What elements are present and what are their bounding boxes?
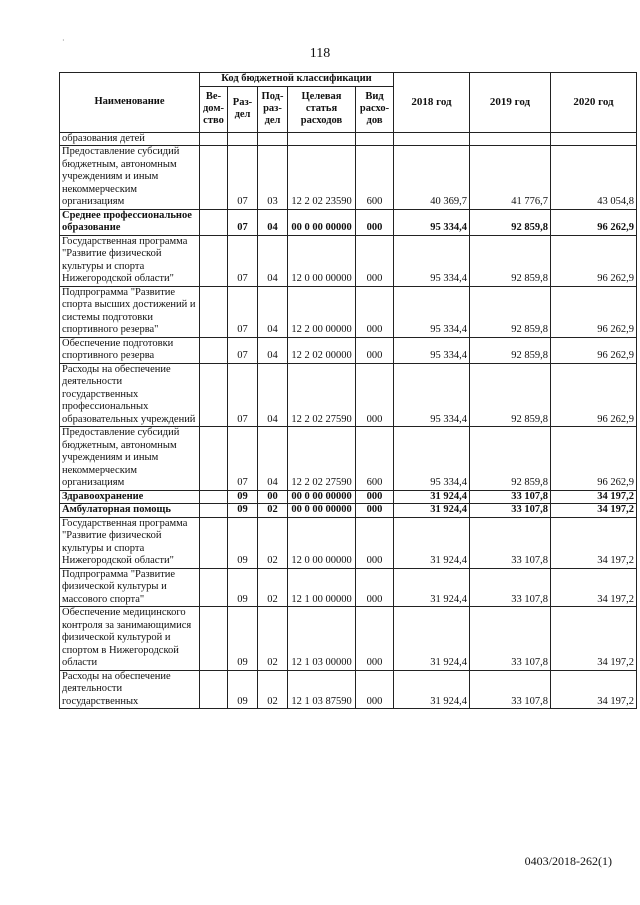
row-value-2020: 34 197,2 bbox=[551, 504, 637, 518]
row-value-2018: 40 369,7 bbox=[394, 146, 470, 210]
row-value-2018: 95 334,4 bbox=[394, 363, 470, 427]
row-razdel: 09 bbox=[228, 607, 258, 671]
row-value-2020: 34 197,2 bbox=[551, 517, 637, 568]
row-razdel: 09 bbox=[228, 568, 258, 607]
row-expense-type: 000 bbox=[356, 517, 394, 568]
row-value-2019: 92 859,8 bbox=[470, 337, 551, 363]
row-expense-type: 000 bbox=[356, 337, 394, 363]
row-vedomstvo bbox=[200, 235, 228, 286]
header-2018: 2018 год bbox=[394, 73, 470, 133]
row-vedomstvo bbox=[200, 517, 228, 568]
row-value-2018: 31 924,4 bbox=[394, 568, 470, 607]
row-podrazdel: 04 bbox=[258, 337, 288, 363]
row-podrazdel: 04 bbox=[258, 235, 288, 286]
table-row bbox=[60, 607, 637, 671]
table-row bbox=[60, 568, 637, 607]
header-expense-type: Вид расхо-дов bbox=[356, 86, 394, 132]
row-podrazdel: 02 bbox=[258, 504, 288, 518]
row-expense-type: 000 bbox=[356, 490, 394, 504]
row-value-2019: 92 859,8 bbox=[470, 427, 551, 491]
row-value-2019: 92 859,8 bbox=[470, 209, 551, 235]
row-target-article: 00 0 00 00000 bbox=[288, 209, 356, 235]
row-razdel: 07 bbox=[228, 146, 258, 210]
row-razdel: 09 bbox=[228, 504, 258, 518]
row-value-2018: 31 924,4 bbox=[394, 504, 470, 518]
row-vedomstvo bbox=[200, 670, 228, 709]
row-vedomstvo bbox=[200, 363, 228, 427]
row-value-2018: 95 334,4 bbox=[394, 209, 470, 235]
row-target-article: 12 1 03 00000 bbox=[288, 607, 356, 671]
row-value-2019: 33 107,8 bbox=[470, 670, 551, 709]
row-name: Подпрограмма "Развитие физической культуры и массового спорта" bbox=[60, 568, 200, 607]
row-target-article bbox=[288, 132, 356, 146]
row-target-article: 12 2 00 00000 bbox=[288, 286, 356, 337]
row-vedomstvo bbox=[200, 568, 228, 607]
table-row bbox=[60, 517, 637, 568]
row-value-2019: 92 859,8 bbox=[470, 235, 551, 286]
row-value-2020 bbox=[551, 132, 637, 146]
row-target-article: 00 0 00 00000 bbox=[288, 504, 356, 518]
row-value-2020: 43 054,8 bbox=[551, 146, 637, 210]
scan-mark: · bbox=[62, 36, 65, 45]
row-value-2018: 31 924,4 bbox=[394, 670, 470, 709]
row-podrazdel: 02 bbox=[258, 517, 288, 568]
row-value-2019: 33 107,8 bbox=[470, 607, 551, 671]
table-body bbox=[60, 132, 637, 709]
row-value-2018 bbox=[394, 132, 470, 146]
row-name: Расходы на обеспечение деятельности государственных bbox=[60, 670, 200, 709]
row-target-article: 12 1 00 00000 bbox=[288, 568, 356, 607]
row-value-2018: 31 924,4 bbox=[394, 517, 470, 568]
row-value-2020: 34 197,2 bbox=[551, 490, 637, 504]
header-2020: 2020 год bbox=[551, 73, 637, 133]
row-name: Обеспечение подготовки спортивного резерва bbox=[60, 337, 200, 363]
header-vedomstvo: Ве-дом-ство bbox=[200, 86, 228, 132]
row-name: Предоставление субсидий бюджетным, автономным учреждениям и иным некоммерческим организациям bbox=[60, 427, 200, 491]
table-row bbox=[60, 337, 637, 363]
row-value-2020: 96 262,9 bbox=[551, 427, 637, 491]
header-target-article: Целевая статья расходов bbox=[288, 86, 356, 132]
row-podrazdel: 02 bbox=[258, 568, 288, 607]
row-value-2018: 95 334,4 bbox=[394, 427, 470, 491]
row-value-2019: 92 859,8 bbox=[470, 286, 551, 337]
row-vedomstvo bbox=[200, 209, 228, 235]
row-value-2020: 96 262,9 bbox=[551, 337, 637, 363]
table-row bbox=[60, 146, 637, 210]
row-expense-type: 000 bbox=[356, 286, 394, 337]
row-value-2020: 96 262,9 bbox=[551, 286, 637, 337]
row-podrazdel: 00 bbox=[258, 490, 288, 504]
row-value-2019: 33 107,8 bbox=[470, 490, 551, 504]
row-target-article: 00 0 00 00000 bbox=[288, 490, 356, 504]
header-razdel: Раз-дел bbox=[228, 86, 258, 132]
row-target-article: 12 0 00 00000 bbox=[288, 517, 356, 568]
row-target-article: 12 2 02 23590 bbox=[288, 146, 356, 210]
row-target-article: 12 2 02 27590 bbox=[288, 363, 356, 427]
row-expense-type: 000 bbox=[356, 670, 394, 709]
row-target-article: 12 1 03 87590 bbox=[288, 670, 356, 709]
header-2019: 2019 год bbox=[470, 73, 551, 133]
budget-table bbox=[59, 72, 637, 709]
row-name: Амбулаторная помощь bbox=[60, 504, 200, 518]
row-value-2018: 95 334,4 bbox=[394, 337, 470, 363]
row-podrazdel: 02 bbox=[258, 607, 288, 671]
row-expense-type: 000 bbox=[356, 363, 394, 427]
row-name: Расходы на обеспечение деятельности государственных профессиональных образовательных учреждений bbox=[60, 363, 200, 427]
row-razdel: 09 bbox=[228, 517, 258, 568]
row-name: Среднее профессиональное образование bbox=[60, 209, 200, 235]
row-value-2020: 96 262,9 bbox=[551, 235, 637, 286]
row-vedomstvo bbox=[200, 427, 228, 491]
table-row bbox=[60, 363, 637, 427]
row-razdel: 07 bbox=[228, 427, 258, 491]
row-vedomstvo bbox=[200, 607, 228, 671]
row-expense-type: 600 bbox=[356, 427, 394, 491]
row-value-2020: 34 197,2 bbox=[551, 670, 637, 709]
row-value-2020: 34 197,2 bbox=[551, 607, 637, 671]
row-vedomstvo bbox=[200, 132, 228, 146]
row-expense-type: 000 bbox=[356, 568, 394, 607]
row-name: Предоставление субсидий бюджетным, автономным учреждениям и иным некоммерческим организациям bbox=[60, 146, 200, 210]
row-podrazdel bbox=[258, 132, 288, 146]
row-razdel: 07 bbox=[228, 286, 258, 337]
table-row bbox=[60, 427, 637, 491]
table-row bbox=[60, 235, 637, 286]
row-value-2020: 96 262,9 bbox=[551, 363, 637, 427]
row-value-2019 bbox=[470, 132, 551, 146]
row-value-2018: 95 334,4 bbox=[394, 286, 470, 337]
row-vedomstvo bbox=[200, 490, 228, 504]
row-razdel: 07 bbox=[228, 235, 258, 286]
row-name: Здравоохранение bbox=[60, 490, 200, 504]
row-name: Подпрограмма "Развитие спорта высших достижений и системы подготовки спортивного резерва" bbox=[60, 286, 200, 337]
row-podrazdel: 04 bbox=[258, 363, 288, 427]
table-row bbox=[60, 132, 637, 146]
row-razdel: 09 bbox=[228, 490, 258, 504]
row-expense-type: 000 bbox=[356, 607, 394, 671]
table-row bbox=[60, 286, 637, 337]
row-target-article: 12 0 00 00000 bbox=[288, 235, 356, 286]
row-podrazdel: 03 bbox=[258, 146, 288, 210]
row-name: Государственная программа "Развитие физической культуры и спорта Нижегородской области" bbox=[60, 517, 200, 568]
row-target-article: 12 2 02 00000 bbox=[288, 337, 356, 363]
row-value-2019: 33 107,8 bbox=[470, 504, 551, 518]
row-value-2019: 33 107,8 bbox=[470, 568, 551, 607]
row-value-2019: 41 776,7 bbox=[470, 146, 551, 210]
row-value-2018: 31 924,4 bbox=[394, 607, 470, 671]
row-name: Обеспечение медицинского контроля за занимающимися физической культурой и спортом в Нижегородской области bbox=[60, 607, 200, 671]
row-vedomstvo bbox=[200, 337, 228, 363]
row-value-2020: 34 197,2 bbox=[551, 568, 637, 607]
row-value-2020: 96 262,9 bbox=[551, 209, 637, 235]
row-expense-type: 000 bbox=[356, 235, 394, 286]
header-name: Наименование bbox=[60, 73, 200, 133]
row-value-2018: 31 924,4 bbox=[394, 490, 470, 504]
row-razdel: 09 bbox=[228, 670, 258, 709]
row-name: образования детей bbox=[60, 132, 200, 146]
row-razdel: 07 bbox=[228, 363, 258, 427]
page-number: 118 bbox=[309, 46, 331, 61]
row-vedomstvo bbox=[200, 146, 228, 210]
row-podrazdel: 04 bbox=[258, 427, 288, 491]
row-expense-type: 000 bbox=[356, 209, 394, 235]
row-razdel: 07 bbox=[228, 337, 258, 363]
header-budget-classification: Код бюджетной классификации bbox=[200, 73, 394, 87]
row-vedomstvo bbox=[200, 504, 228, 518]
row-vedomstvo bbox=[200, 286, 228, 337]
row-target-article: 12 2 02 27590 bbox=[288, 427, 356, 491]
table-row bbox=[60, 209, 637, 235]
table-row bbox=[60, 670, 637, 709]
document-code: 0403/2018-262(1) bbox=[524, 854, 612, 868]
row-expense-type: 600 bbox=[356, 146, 394, 210]
row-razdel: 07 bbox=[228, 209, 258, 235]
row-podrazdel: 04 bbox=[258, 209, 288, 235]
row-expense-type bbox=[356, 132, 394, 146]
row-value-2019: 92 859,8 bbox=[470, 363, 551, 427]
table-row bbox=[60, 490, 637, 504]
row-podrazdel: 02 bbox=[258, 670, 288, 709]
row-podrazdel: 04 bbox=[258, 286, 288, 337]
row-value-2018: 95 334,4 bbox=[394, 235, 470, 286]
header-podrazdel: Под-раз-дел bbox=[258, 86, 288, 132]
row-razdel bbox=[228, 132, 258, 146]
row-expense-type: 000 bbox=[356, 504, 394, 518]
table-row bbox=[60, 504, 637, 518]
row-name: Государственная программа "Развитие физической культуры и спорта Нижегородской области" bbox=[60, 235, 200, 286]
row-value-2019: 33 107,8 bbox=[470, 517, 551, 568]
